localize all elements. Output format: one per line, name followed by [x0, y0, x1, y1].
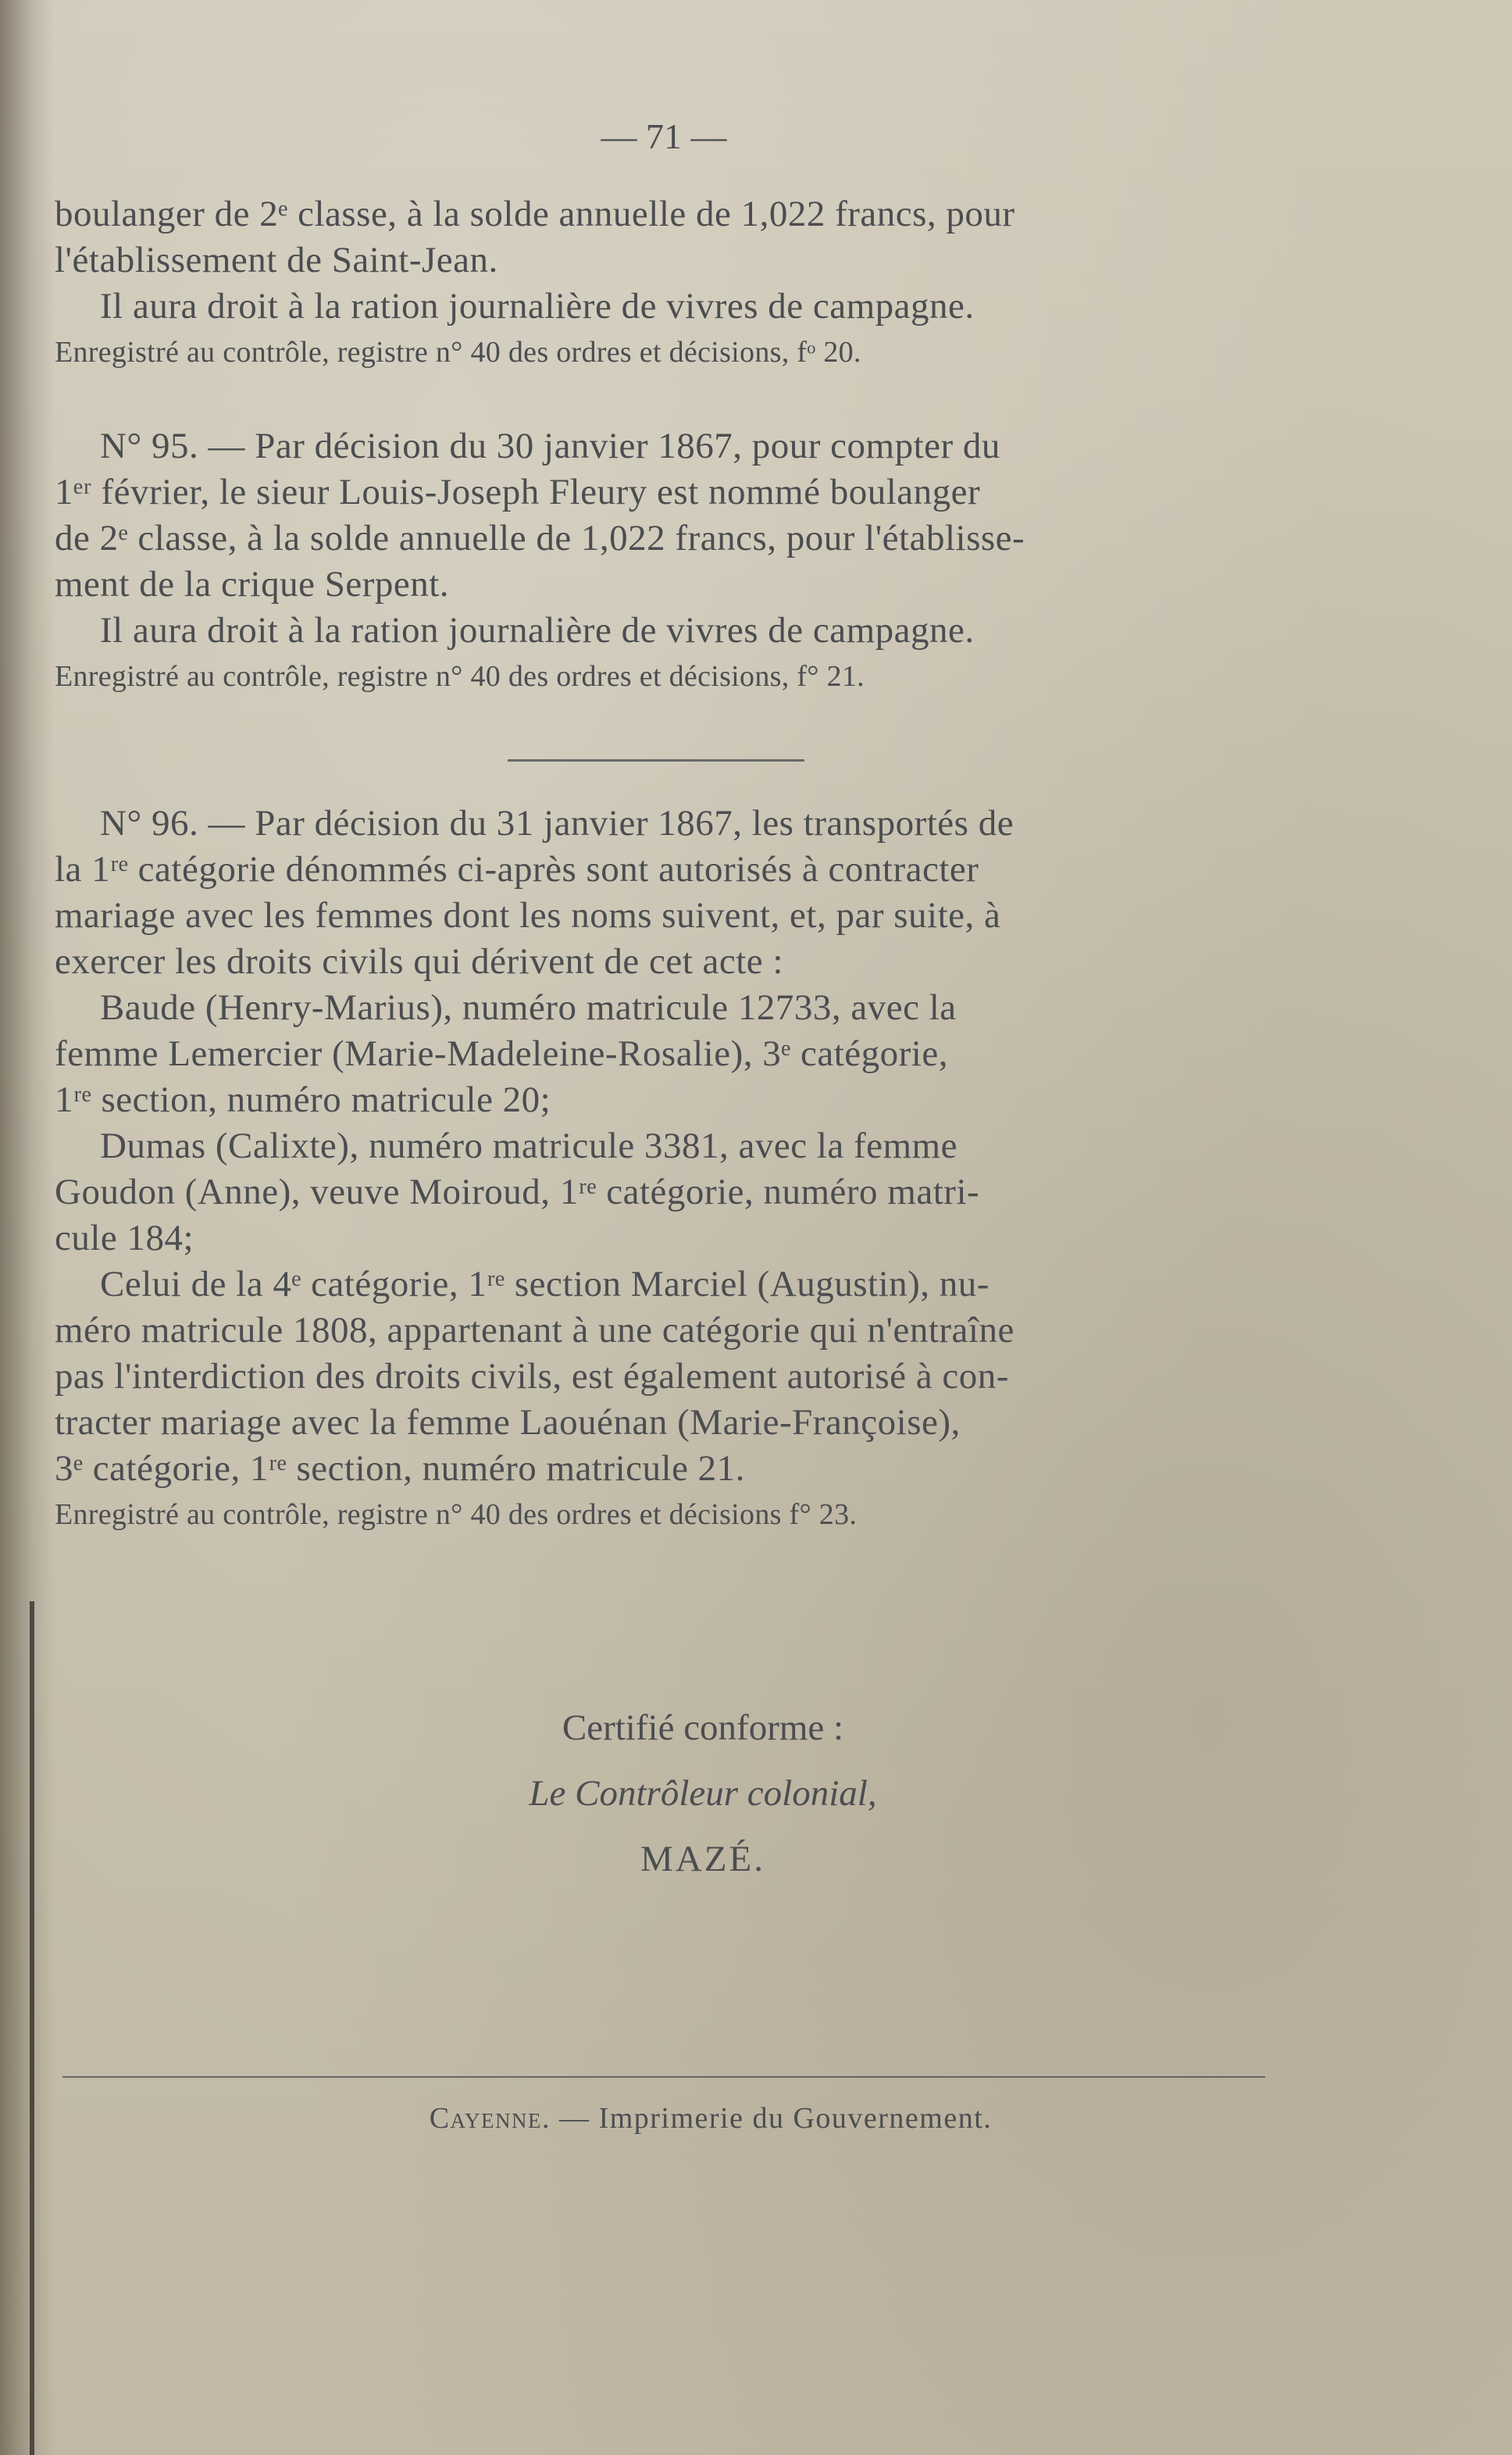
- text-line: tracter mariage avec la femme Laouénan (Marie-Françoise),: [55, 1402, 961, 1443]
- text-line: mariage avec les femmes dont les noms suivent, et, par suite, à: [55, 895, 1001, 936]
- registration-note: Enregistré au contrôle, registre n° 40 des ordres et décisions, fᵒ 20.: [55, 336, 861, 369]
- footer-city: Cayenne.: [429, 2102, 551, 2135]
- footer-printer: Imprimerie du Gouvernement.: [598, 2102, 993, 2135]
- text-line: la 1ʳᵉ catégorie dénommés ci-après sont autorisés à contracter: [55, 849, 979, 890]
- text-line: pas l'interdiction des droits civils, est également autorisé à con-: [55, 1356, 1009, 1397]
- text-line: boulanger de 2ᵉ classe, à la solde annuelle de 1,022 francs, pour: [55, 194, 1015, 234]
- footer-divider: [62, 2076, 1265, 2078]
- text-line: Dumas (Calixte), numéro matricule 3381, avec la femme: [100, 1126, 957, 1166]
- paragraph-no-96: [55, 801, 1281, 1538]
- page-number: — 71 —: [601, 116, 727, 156]
- paragraph-no-95: [55, 423, 1281, 700]
- text-line: 1ᵉʳ février, le sieur Louis-Joseph Fleury est nommé boulanger: [55, 472, 981, 512]
- text-line: 1ʳᵉ section, numéro matricule 20;: [55, 1079, 551, 1120]
- binding-edge: [0, 0, 55, 2455]
- text-line: exercer les droits civils qui dérivent de cet acte :: [55, 941, 783, 982]
- binding-line: [30, 1601, 34, 2455]
- text-line: méro matricule 1808, appartenant à une catégorie qui n'entraîne: [55, 1310, 1015, 1351]
- text-line: 3ᵉ catégorie, 1ʳᵉ section, numéro matricule 21.: [55, 1448, 745, 1489]
- paragraph-continuation: [55, 191, 1281, 376]
- text-line: Il aura droit à la ration journalière de vivres de campagne.: [100, 286, 975, 327]
- text-line: Celui de la 4ᵉ catégorie, 1ʳᵉ section Marciel (Augustin), nu-: [100, 1264, 990, 1304]
- section-divider: [508, 759, 804, 762]
- text-line: Goudon (Anne), veuve Moiroud, 1ʳᵉ catégorie, numéro matri-: [55, 1172, 980, 1212]
- text-line: N° 95. — Par décision du 30 janvier 1867, pour compter du: [100, 426, 1000, 466]
- controller-title: Le Contrôleur colonial,: [529, 1773, 877, 1814]
- text-line: Baude (Henry-Marius), numéro matricule 12733, avec la: [100, 987, 957, 1028]
- registration-note: Enregistré au contrôle, registre n° 40 des ordres et décisions f° 23.: [55, 1498, 858, 1531]
- text-line: l'établissement de Saint-Jean.: [55, 240, 498, 280]
- text-line: cule 184;: [55, 1218, 194, 1258]
- footer-separator: —: [559, 2102, 590, 2135]
- signature-name: MAZÉ.: [640, 1839, 765, 1879]
- text-line: femme Lemercier (Marie-Madeleine-Rosalie), 3ᵉ catégorie,: [55, 1033, 948, 1074]
- text-line: ment de la crique Serpent.: [55, 564, 450, 605]
- text-line: Il aura droit à la ration journalière de vivres de campagne.: [100, 610, 975, 651]
- text-line: N° 96. — Par décision du 31 janvier 1867, les transportés de: [100, 803, 1015, 844]
- certification-block: [312, 1695, 1093, 1892]
- certification-line: Certifié conforme :: [562, 1707, 844, 1748]
- printer-footer: [281, 2101, 1140, 2136]
- registration-note: Enregistré au contrôle, registre n° 40 des ordres et décisions, f° 21.: [55, 660, 865, 693]
- text-line: de 2ᵉ classe, à la solde annuelle de 1,022 francs, pour l'établisse-: [55, 518, 1025, 558]
